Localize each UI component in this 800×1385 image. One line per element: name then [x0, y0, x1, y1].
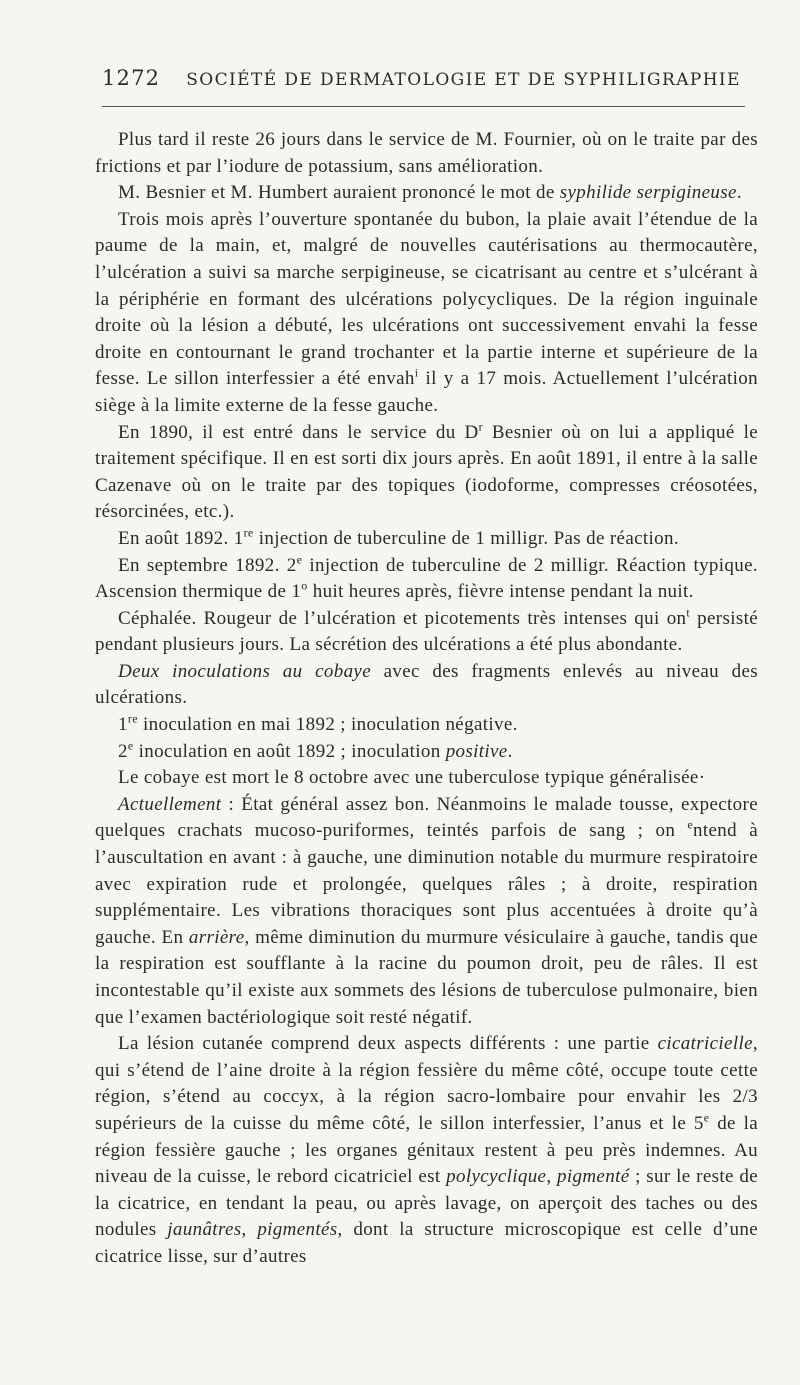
paragraph	[95, 659, 758, 712]
running-title: SOCIÉTÉ DE DERMATOLOGIE ET DE SYPHILIGRAPHIE	[186, 70, 741, 90]
body-text	[95, 127, 758, 1271]
paragraph	[95, 1031, 758, 1270]
superscript: e	[127, 738, 134, 753]
text-run: de la région fessière gauche ; les organes génitaux restent à peu près indemnes. Au niveau de la cuisse, le rebord cicatriciel est	[95, 1112, 759, 1188]
italic-text: polycyclique, pigmenté	[446, 1166, 630, 1188]
italic-text: syphilide serpigineuse	[559, 182, 737, 204]
paragraph	[95, 526, 758, 553]
italic-text: positive	[445, 740, 508, 762]
superscript: e	[687, 818, 694, 833]
page-number: 1272	[102, 66, 161, 90]
italic-text: pigmentés	[257, 1219, 338, 1241]
superscript: t	[686, 605, 691, 620]
text-run: injection de tuberculine de 1 milligr. Pas de réaction.	[253, 527, 679, 549]
text-run: Besnier où on lui a appliqué le traitement spécifique. Il en est sorti dix jours après. En août 1891, il entre à la salle Cazenave où on le traite par des topiques (iodoforme, compresses créosotées, résorcinées, etc.).	[95, 421, 758, 523]
superscript: re	[243, 525, 254, 540]
paragraph	[95, 207, 758, 420]
text-run: La lésion cutanée comprend deux aspects différents : une partie	[118, 1033, 658, 1055]
text-run: ntend à l’auscultation en avant : à gauche, une diminution notable du murmure respiratoire avec expiration rude et prolongée, quelques râles ; à droite, respiration supplémentaire. Les vibrations thoraciques sont plus accentuées à droite qu’à gauche. En	[95, 820, 758, 948]
text-run: .	[507, 740, 513, 762]
text-run: 1	[118, 714, 128, 736]
text-run: inoculation en août 1892 ; inoculation	[133, 740, 446, 762]
text-run: Céphalée. Rougeur de l’ulcération et picotements très intenses qui on	[118, 607, 687, 629]
text-run: , qui s’étend de l’aine droite à la région fessière du même côté, occupe toute cette région, s’étend au coccyx, à la région sacro-lombaire pour envahir les 2/3 supérieurs de la cuisse du même côté, le sillon interfessier, l’anus et le 5	[95, 1033, 758, 1134]
italic-text: Actuellement	[118, 793, 222, 815]
text-run: ,	[241, 1219, 258, 1241]
text-run: Trois mois après l’ouverture spontanée du bubon, la plaie avait l’étendue de la paume de la main, et, malgré de nouvelles cautérisations au thermocautère, l’ulcération a suivi sa marche serpigineuse, se cicatrisant au centre et s’ulcérant à la périphérie en formant des ulcérations polycycliques. De la région inguinale droite où la lésion a débuté, les ulcérations ont successivement envahi la fesse droite en contournant le grand trochanter et la partie interne et supérieure de la fesse. Le sillon interfessier a été envah	[95, 208, 758, 390]
paragraph	[95, 712, 758, 739]
paragraph	[95, 420, 758, 526]
running-header	[102, 66, 745, 100]
text-run: 2	[118, 740, 128, 762]
text-run: il y a 17 mois. Actuellement l’ulcération siège à la limite externe de la fesse gauche.	[95, 368, 759, 416]
text-run: Plus tard il reste 26 jours dans le service de M. Fournier, où on le traite par des frictions et par l’iodure de potassium, sans amélioration.	[95, 129, 758, 177]
italic-text: Deux inoculations au cobaye	[118, 660, 371, 682]
paragraph	[95, 553, 758, 606]
paragraph	[95, 792, 758, 1031]
superscript: i	[414, 366, 419, 381]
superscript: re	[127, 711, 138, 726]
text-run: avec des fragments enlevés au niveau des ulcérations.	[95, 660, 758, 709]
italic-text: cicatricielle	[657, 1033, 753, 1055]
text-run: injection de tuberculine de 2 milligr. Réaction typique. Ascension thermique de 1	[95, 554, 758, 603]
text-run: persisté pendant plusieurs jours. La sécrétion des ulcérations a été plus abondante.	[95, 607, 758, 656]
paragraph	[95, 180, 758, 207]
paragraph	[95, 739, 758, 766]
text-run: .	[736, 182, 742, 204]
superscript: e	[703, 1110, 710, 1125]
text-run: En septembre 1892. 2	[118, 554, 297, 576]
superscript: r	[478, 419, 483, 434]
text-run: , même diminution du murmure vésiculaire à gauche, tandis que la respiration est soufflante à la racine du poumon droit, peu de râles. Il est incontestable qu’il existe aux sommets des lésions de tuberculose pulmonaire, bien que l’examen bactériologique soit resté négatif.	[95, 926, 758, 1028]
text-run: : État général assez bon. Néanmoins le malade tousse, expectore quelques crachats mucoso-puriformes, teintés parfois de sang ; on	[95, 793, 758, 842]
text-run: Le cobaye est mort le 8 octobre avec une tuberculose typique généralisée·	[118, 767, 706, 789]
text-run: En août 1892. 1	[118, 527, 244, 549]
text-run: inoculation en mai 1892 ; inoculation négative.	[137, 714, 518, 736]
text-run: huit heures après, fièvre intense pendant la nuit.	[307, 581, 694, 603]
header-rule	[102, 106, 745, 107]
paragraph	[95, 127, 758, 180]
text-run: ; sur le reste de la cicatrice, en tendant la peau, ou après lavage, on aperçoit des taches ou des nodules	[95, 1166, 758, 1241]
italic-text: arrière	[188, 926, 245, 948]
paragraph	[95, 765, 758, 792]
paragraph	[95, 606, 758, 659]
text-run: , dont la structure microscopique est celle d’une cicatrice lisse, sur d’autres	[95, 1219, 759, 1267]
text-run: En 1890, il est entré dans le service du D	[118, 421, 479, 443]
text-run: M. Besnier et M. Humbert auraient prononcé le mot de	[118, 182, 560, 204]
superscript: e	[296, 552, 303, 567]
italic-text: jaunâtres	[167, 1219, 242, 1241]
superscript: o	[301, 578, 308, 593]
